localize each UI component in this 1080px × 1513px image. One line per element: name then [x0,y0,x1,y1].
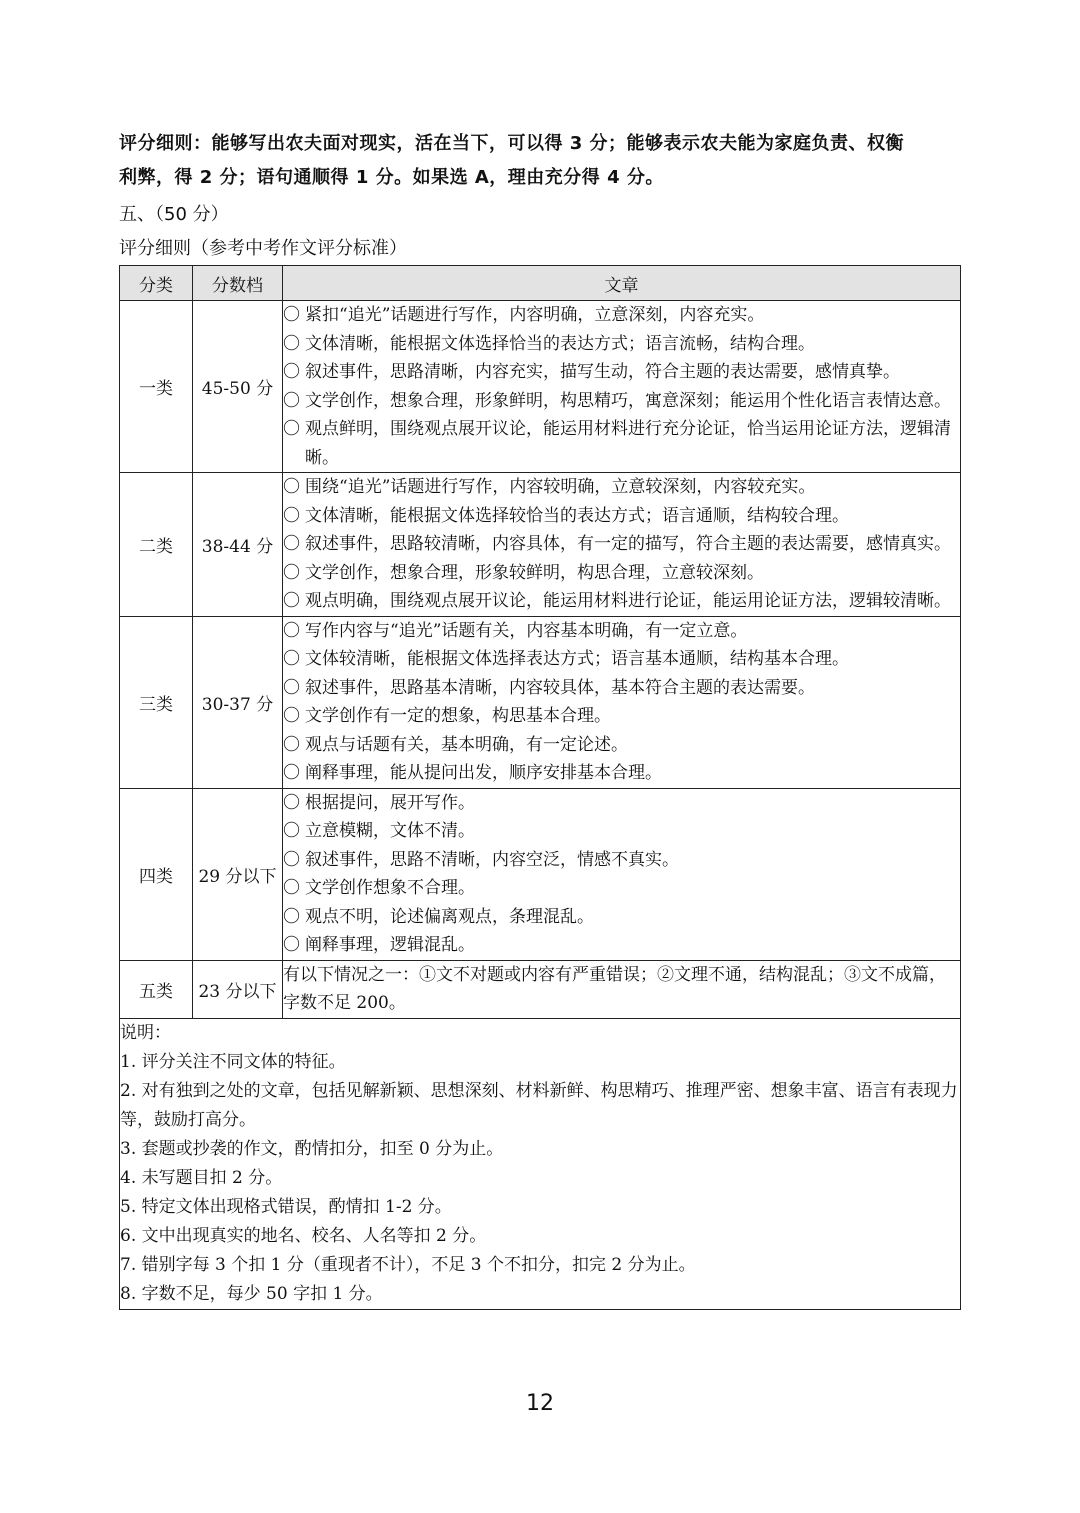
criterion-item [283,817,960,846]
criterion-item [283,415,960,472]
score-band-cell: 23 分以下 [193,960,283,1018]
circle-bullet-icon: 〇 [283,849,300,870]
criterion-item [283,301,960,330]
criterion-text: 观点与话题有关，基本明确，有一定论述。 [305,734,628,755]
criterion-text: 根据提问，展开写作。 [305,792,475,813]
criterion-text: 阐释事理，能从提问出发，顺序安排基本合理。 [305,763,662,783]
criterion-text: 叙述事件，思路不清晰，内容空泛，情感不真实。 [305,849,679,870]
criterion-text: 写作内容与“追光”话题有关，内容基本明确，有一定立意。 [305,620,748,641]
circle-bullet-icon: 〇 [283,305,300,325]
scoring-table [119,265,961,1310]
circle-bullet-icon: 〇 [283,591,300,611]
criterion-text: 立意模糊，文体不清。 [305,821,475,841]
circle-bullet-icon: 〇 [283,649,300,669]
circle-bullet-icon: 〇 [283,505,300,526]
note-item: 2. 对有独到之处的文章，包括见解新颖、思想深刻、材料新鲜、构思精巧、推理严密、想象丰富、语言有表现力等，鼓励打高分。 [120,1080,958,1130]
intro-line-1: 评分细则：能够写出农夫面对现实，活在当下，可以得 3 分；能够表示农夫能为家庭负责、权衡 [119,133,905,154]
criteria-cell [283,301,961,473]
note-item: 4. 未写题目扣 2 分。 [120,1167,283,1188]
criterion-item [283,530,960,559]
circle-bullet-icon: 〇 [283,935,300,955]
criterion-item [283,617,960,646]
intro-paragraph [119,127,969,195]
criterion-item [283,502,960,531]
criterion-item [283,846,960,875]
criterion-text: 紧扣“追光”话题进行写作，内容明确，立意深刻，内容充实。 [305,305,765,325]
table-row [120,616,961,788]
criterion-text: 阐释事理，逻辑混乱。 [305,935,475,955]
circle-bullet-icon: 〇 [283,677,300,698]
criterion-text: 观点鲜明，围绕观点展开议论，能运用材料进行充分论证，恰当运用论证方法，逻辑清晰。 [305,419,951,468]
notes-row [120,1018,961,1309]
score-band-cell: 30-37 分 [193,616,283,788]
circle-bullet-icon: 〇 [283,362,300,382]
table-row [120,473,961,617]
criterion-item [283,931,960,960]
criteria-cell [283,473,961,617]
criterion-item [283,759,960,788]
note-item: 8. 字数不足，每少 50 字扣 1 分。 [120,1283,383,1304]
criterion-item [283,473,960,502]
criteria-cell [283,788,961,960]
header-category: 分类 [120,266,193,301]
criterion-item [283,330,960,359]
circle-bullet-icon: 〇 [283,419,300,439]
header-article: 文章 [283,266,961,301]
category-cell: 五类 [120,960,193,1018]
criterion-text: 文体清晰，能根据文体选择较恰当的表达方式；语言通顺，结构较合理。 [305,505,849,526]
criterion-text: 文学创作想象不合理。 [305,878,475,898]
category-cell: 三类 [120,616,193,788]
criterion-item [283,358,960,387]
intro-line-2: 利弊，得 2 分；语句通顺得 1 分。如果选 A，理由充分得 4 分。 [119,167,664,188]
note-item: 6. 文中出现真实的地名、校名、人名等扣 2 分。 [120,1225,487,1246]
criterion-item [283,645,960,674]
notes-list [120,1048,960,1309]
circle-bullet-icon: 〇 [283,390,300,411]
criterion-text: 观点明确，围绕观点展开议论，能运用材料进行论证，能运用论证方法，逻辑较清晰。 [305,591,951,611]
criterion-item [283,731,960,760]
note-item: 3. 套题或抄袭的作文，酌情扣分，扣至 0 分为止。 [120,1138,504,1159]
criterion-text: 叙述事件，思路清晰，内容充实，描写生动，符合主题的表达需要，感情真挚。 [305,362,900,382]
circle-bullet-icon: 〇 [283,333,300,354]
criterion-text: 有以下情况之一：①文不对题或内容有严重错误；②文理不通，结构混乱；③文不成篇，字数不足 200。 [283,964,946,1013]
criterion-item [283,789,960,818]
table-caption: 评分细则（参考中考作文评分标准） [119,238,407,259]
criterion-text: 文体清晰，能根据文体选择恰当的表达方式；语言流畅，结构合理。 [305,333,815,354]
category-cell: 四类 [120,788,193,960]
circle-bullet-icon: 〇 [283,562,300,583]
table-row [120,301,961,473]
circle-bullet-icon: 〇 [283,792,300,813]
circle-bullet-icon: 〇 [283,878,300,898]
criterion-item [283,903,960,932]
note-item: 7. 错别字每 3 个扣 1 分（重现者不计），不足 3 个不扣分，扣完 2 分为止。 [120,1254,696,1275]
circle-bullet-icon: 〇 [283,477,300,497]
criterion-text: 观点不明，论述偏离观点，条理混乱。 [305,906,594,927]
table-row [120,788,961,960]
score-band-cell: 38-44 分 [193,473,283,617]
table-row [120,960,961,1018]
circle-bullet-icon: 〇 [283,734,300,755]
criterion-text: 文学创作，想象合理，形象鲜明，构思精巧，寓意深刻；能运用个性化语言表情达意。 [305,390,951,411]
criterion-item [283,587,960,616]
section-heading: 五、（50 分） [119,204,229,225]
criterion-item [283,702,960,731]
table-header-row [120,266,961,301]
notes-cell [120,1018,961,1309]
score-band-cell: 45-50 分 [193,301,283,473]
criterion-text: 文学创作，想象合理，形象较鲜明，构思合理，立意较深刻。 [305,562,764,583]
note-item: 5. 特定文体出现格式错误，酌情扣 1-2 分。 [120,1196,452,1217]
note-item: 1. 评分关注不同文体的特征。 [120,1051,346,1072]
circle-bullet-icon: 〇 [283,534,300,554]
criterion-item [283,559,960,588]
criterion-text: 叙述事件，思路较清晰，内容具体，有一定的描写，符合主题的表达需要，感情真实。 [305,534,951,554]
circle-bullet-icon: 〇 [283,706,300,726]
criterion-text: 文学创作有一定的想象，构思基本合理。 [305,706,611,726]
criterion-item [283,387,960,416]
criteria-cell [283,616,961,788]
category-cell: 一类 [120,301,193,473]
circle-bullet-icon: 〇 [283,763,300,783]
criterion-item [283,874,960,903]
criterion-text: 文体较清晰，能根据文体选择表达方式；语言基本通顺，结构基本合理。 [305,649,849,669]
circle-bullet-icon: 〇 [283,620,300,641]
circle-bullet-icon: 〇 [283,821,300,841]
header-score-band: 分数档 [193,266,283,301]
score-band-cell: 29 分以下 [193,788,283,960]
criterion-text: 叙述事件，思路基本清晰，内容较具体，基本符合主题的表达需要。 [305,677,815,698]
circle-bullet-icon: 〇 [283,906,300,927]
notes-title: 说明： [120,1022,171,1043]
criteria-cell [283,960,961,1018]
category-cell: 二类 [120,473,193,617]
criterion-item [283,674,960,703]
criterion-text: 围绕“追光”话题进行写作，内容较明确，立意较深刻，内容较充实。 [305,477,816,497]
page-number: 12 [526,1391,554,1416]
